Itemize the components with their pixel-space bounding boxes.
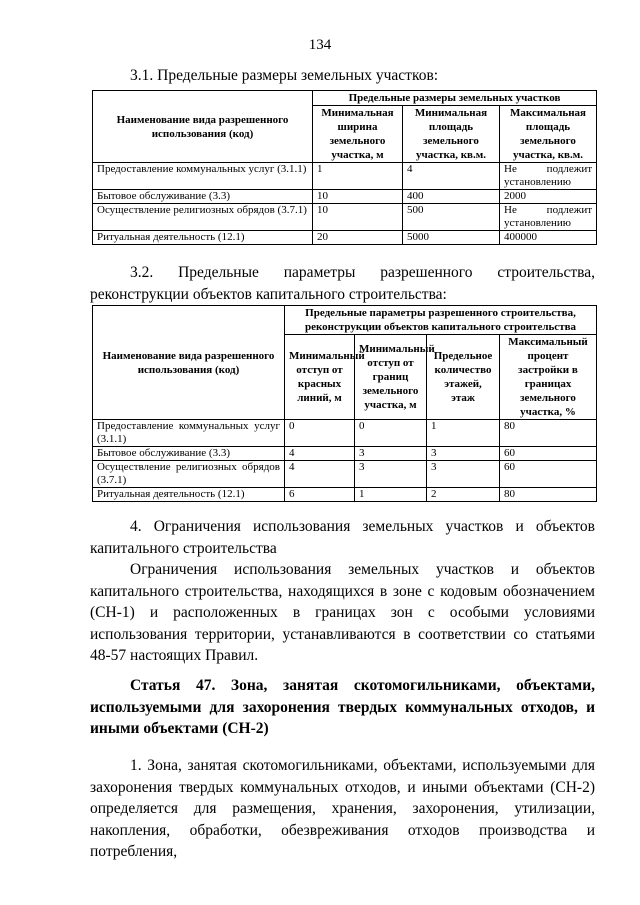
table-cell: 10 (313, 204, 403, 231)
table-cell: Ритуальная деятельность (12.1) (93, 231, 313, 245)
table-cell: Ритуальная деятельность (12.1) (93, 488, 285, 502)
section-4-text: Ограничения использования земельных участков и объектов капитального строительства, находящихся в зоне с кодовым обозначением (СН-1) и расположенных в границах зон с особыми условиями использования территории, устанавливаются в соответствии со статьями 48-57 настоящих Правил. (90, 561, 595, 664)
table-2-group-header: Предельные параметры разрешенного строительства, реконструкции объектов капитального строительства (285, 306, 597, 335)
table-cell: 0 (355, 420, 427, 447)
table-2-subheader: Минимальный отступ от красных линий, м (285, 335, 355, 420)
table-cell: Бытовое обслуживание (3.3) (93, 447, 285, 461)
table-cell: 10 (313, 190, 403, 204)
article-47-title: Статья 47. Зона, занятая скотомогильниками, объектами, используемыми для захоронения твердых коммунальных отходов, и иными объектами (СН-2) (90, 677, 595, 737)
table-row (93, 447, 597, 461)
table-cell: 4 (285, 447, 355, 461)
table-2-subheader: Минимальный отступ от границ земельного участка, м (355, 335, 427, 420)
table-row (93, 488, 597, 502)
table-cell: 400000 (500, 231, 597, 245)
article-47-text: 1. Зона, занятая скотомогильниками, объектами, используемыми для захоронения твердых коммунальных отходов, и иными объектами (СН-2) определяется для размещения, хранения, захоронения, утилизации, накопления, обработки, обезвреживания отходов производства и потребления, (90, 757, 595, 860)
table-cell: Не подлежит установлению (500, 204, 597, 231)
table-cell: Осуществление религиозных обрядов (3.7.1) (93, 461, 285, 488)
table-cell: Предоставление коммунальных услуг (3.1.1) (93, 420, 285, 447)
table-1-subheader: Максимальная площадь земельного участка, кв.м. (500, 106, 597, 163)
table-1-group-header: Предельные размеры земельных участков (313, 91, 597, 106)
table-cell: 2 (427, 488, 500, 502)
table-cell: Осуществление религиозных обрядов (3.7.1) (93, 204, 313, 231)
table-cell: 60 (500, 461, 597, 488)
table-row (93, 420, 597, 447)
table-cell: 5000 (403, 231, 500, 245)
table-cell: Бытовое обслуживание (3.3) (93, 190, 313, 204)
table-cell: 3 (355, 447, 427, 461)
table-building-params (92, 305, 597, 502)
table-cell: 3 (427, 447, 500, 461)
table-1-subheader: Минимальная площадь земельного участка, кв.м. (403, 106, 500, 163)
table-cell: 60 (500, 447, 597, 461)
table-land-sizes (92, 90, 597, 245)
table-row (93, 204, 597, 231)
table-row (93, 231, 597, 245)
table-1-col-name-header: Наименование вида разрешенного использования (код) (93, 91, 313, 163)
table-cell: 1 (313, 163, 403, 190)
table-cell: 80 (500, 488, 597, 502)
table-cell: 20 (313, 231, 403, 245)
table-cell: Не подлежит установлению (500, 163, 597, 190)
section-3-2-heading: 3.2. Предельные параметры разрешенного строительства, реконструкции объектов капитального строительства: (90, 264, 595, 303)
table-cell: 80 (500, 420, 597, 447)
table-cell: 3 (355, 461, 427, 488)
table-row (93, 190, 597, 204)
table-cell: 4 (403, 163, 500, 190)
table-cell: 500 (403, 204, 500, 231)
table-cell: 2000 (500, 190, 597, 204)
section-4-heading: 4. Ограничения использования земельных участков и объектов капитального строительства (90, 518, 595, 557)
table-cell: 3 (427, 461, 500, 488)
table-cell: Предоставление коммунальных услуг (3.1.1) (93, 163, 313, 190)
table-2-subheader: Максимальный процент застройки в границах земельного участка, % (500, 335, 597, 420)
table-row (93, 163, 597, 190)
table-1-subheader: Минимальная ширина земельного участка, м (313, 106, 403, 163)
table-cell: 4 (285, 461, 355, 488)
table-cell: 0 (285, 420, 355, 447)
table-2-subheader: Предельное количество этажей, этаж (427, 335, 500, 420)
table-cell: 400 (403, 190, 500, 204)
table-cell: 1 (427, 420, 500, 447)
table-cell: 6 (285, 488, 355, 502)
table-cell: 1 (355, 488, 427, 502)
section-3-1-heading: 3.1. Предельные размеры земельных участков: (130, 67, 439, 84)
table-row (93, 461, 597, 488)
page-number: 134 (308, 37, 332, 53)
table-2-col-name-header: Наименование вида разрешенного использования (код) (93, 306, 285, 420)
